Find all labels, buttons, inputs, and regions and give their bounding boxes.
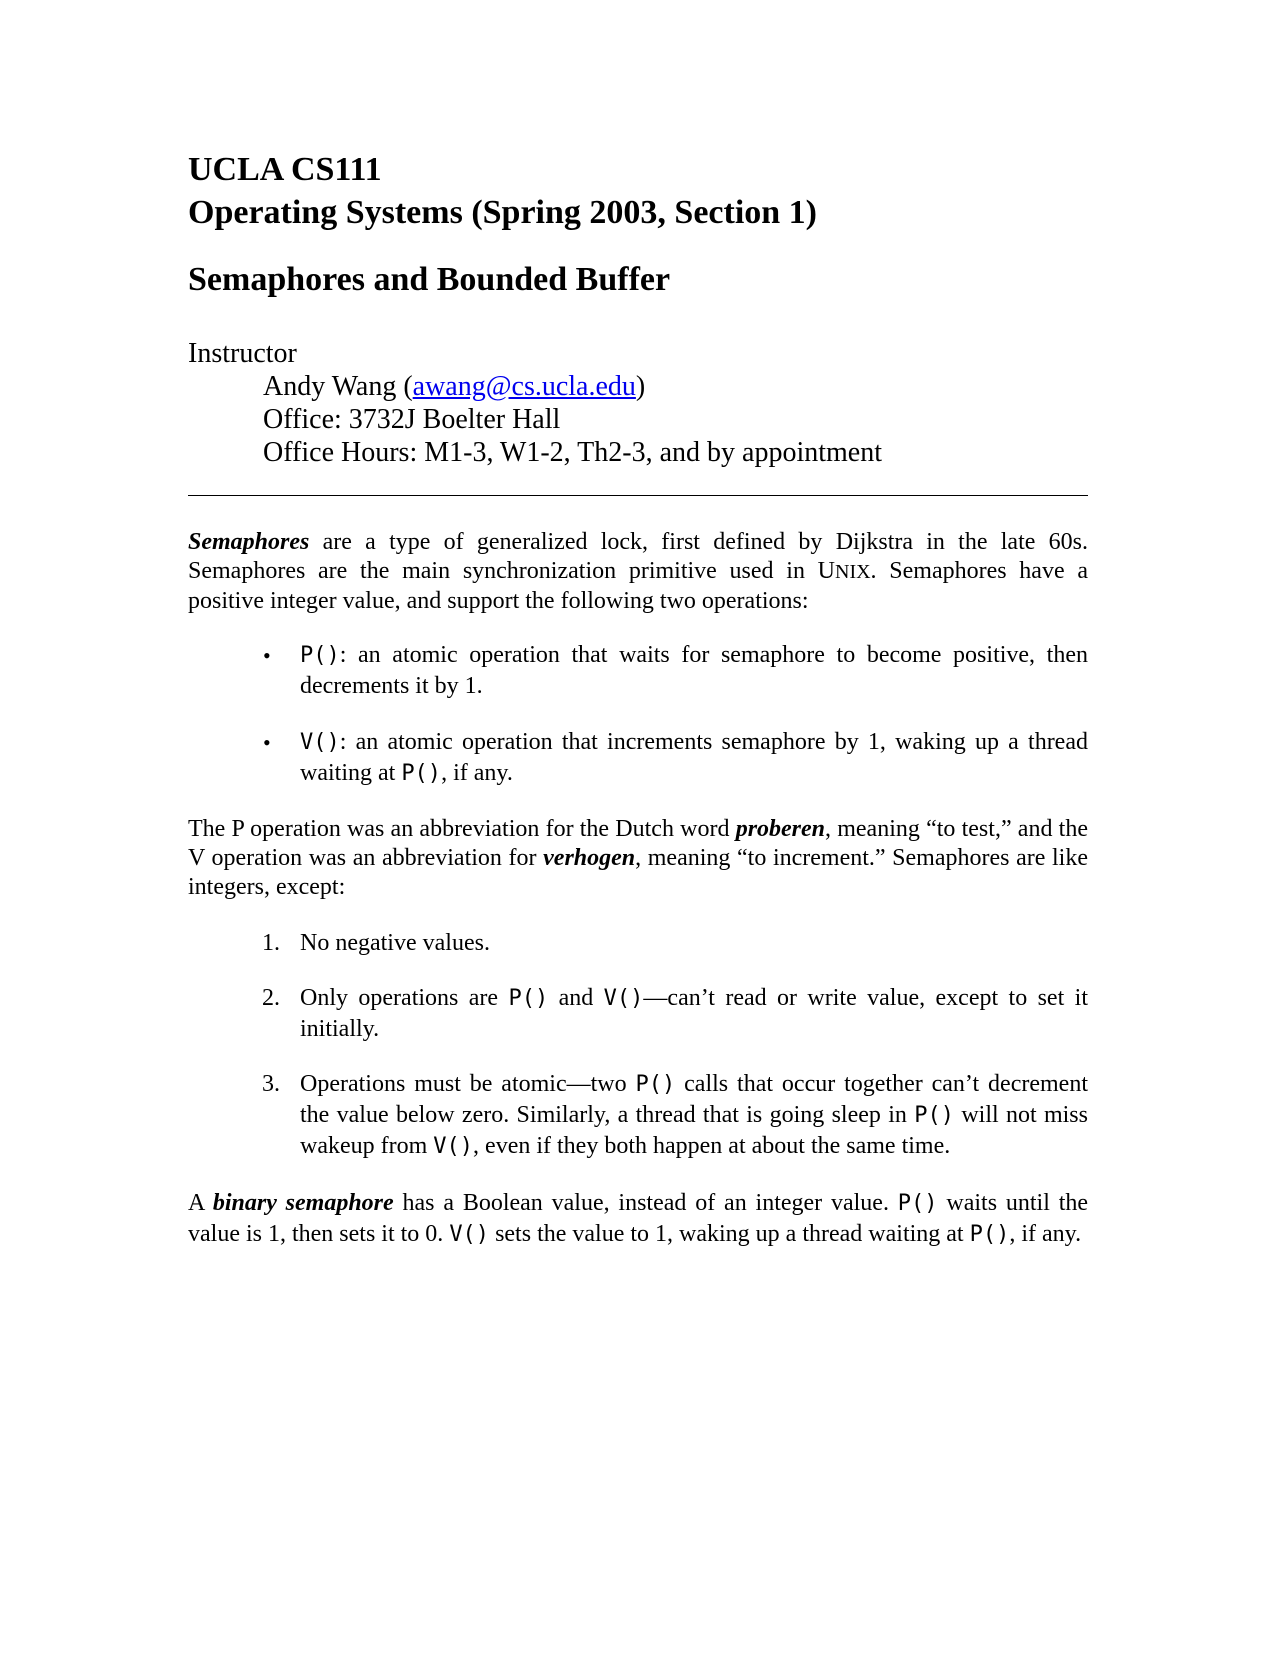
code-p: P(): [914, 1103, 954, 1128]
course-title: Operating Systems (Spring 2003, Section 1): [188, 194, 817, 231]
dutch-word-proberen: proberen: [735, 816, 826, 842]
rule-text: —can’t read or write value, except to set it initially.: [300, 985, 1088, 1042]
binary-text: , if any.: [1009, 1221, 1082, 1247]
separator-rule: [188, 495, 1088, 496]
dutch-paragraph: [188, 815, 1088, 902]
dutch-text-1: The P operation was an abbreviation for the Dutch word: [188, 816, 736, 842]
binary-text: sets the value to 1, waking up a thread waiting at: [489, 1221, 970, 1247]
dutch-text-2: , meaning “to test,” and the V operation was an abbreviation for: [188, 816, 1088, 871]
instructor-email-link[interactable]: awang@cs.ucla.edu: [412, 371, 636, 402]
instructor-label: Instructor: [188, 338, 297, 369]
list-number: 2.: [262, 985, 280, 1011]
instructor-office: Office: 3732J Boelter Hall: [263, 404, 561, 435]
document-page: [188, 148, 1088, 1250]
list-item: [188, 928, 1088, 959]
rule-text: calls that occur together can’t decrement the value below zero. Similarly, a thread that is going sleep in: [300, 1071, 1088, 1128]
intro-paragraph: [188, 528, 1088, 616]
rule-text: will not miss wakeup from: [300, 1102, 1088, 1159]
binary-text: A: [188, 1190, 213, 1216]
topic-title: Semaphores and Bounded Buffer: [188, 261, 671, 298]
instructor-hours: Office Hours: M1-3, W1-2, Th2-3, and by appointment: [263, 437, 883, 468]
code-v: V(): [603, 986, 644, 1011]
code-p: P(): [635, 1072, 676, 1097]
code-p: P(): [969, 1222, 1010, 1247]
rule-text: Operations must be atomic—two: [300, 1071, 636, 1097]
list-item: [188, 1069, 1088, 1162]
intro-term: Semaphores: [188, 529, 310, 555]
rule-text: No negative values.: [300, 930, 490, 956]
rules-list: [188, 928, 1088, 1162]
bullet-icon: •: [263, 643, 271, 668]
intro-text-1: are a type of generalized lock, first defined by Dijkstra in the late 60s. Semaphores are the main synchronization primitive used in U: [188, 529, 1088, 584]
rule-text: Only operations are: [300, 985, 509, 1011]
operation-p-text: : an atomic operation that waits for semaphore to become positive, then decrements it by 1.: [300, 642, 1088, 699]
course-heading: [188, 148, 1088, 234]
dutch-text-3: , meaning “to increment.” Semaphores are like integers, except:: [188, 845, 1088, 900]
list-number: 3.: [262, 1071, 280, 1097]
dutch-word-verhogen: verhogen: [543, 845, 636, 871]
rule-text: and: [548, 985, 604, 1011]
operation-v-text-end: , if any.: [441, 760, 513, 786]
code-v: V(): [433, 1134, 474, 1159]
binary-paragraph: [188, 1188, 1088, 1250]
code-p: P(): [300, 643, 340, 668]
list-item: [188, 983, 1088, 1045]
operations-list: [188, 640, 1088, 789]
rule-text: , even if they both happen at about the same time.: [473, 1133, 951, 1159]
operation-v-text: : an atomic operation that increments semaphore by 1, waking up a thread waiting at: [300, 729, 1088, 786]
binary-text: has a Boolean value, instead of an integer value.: [393, 1190, 898, 1216]
list-item: [188, 640, 1088, 702]
code-p: P(): [401, 761, 442, 786]
binary-term: binary semaphore: [212, 1190, 394, 1216]
list-item: [188, 727, 1088, 789]
intro-text-2: . Semaphores have a positive integer value, and support the following two operations:: [188, 558, 1088, 614]
instructor-name-line: [188, 370, 1088, 403]
course-code: UCLA CS111: [188, 151, 382, 188]
intro-unix: NIX: [835, 561, 871, 583]
binary-text: waits until the value is 1, then sets it to 0.: [188, 1190, 1089, 1247]
code-v: V(): [300, 730, 340, 755]
instructor-name-close: ): [635, 371, 646, 402]
bullet-icon: •: [263, 730, 271, 755]
list-number: 1.: [262, 930, 280, 956]
code-p: P(): [508, 986, 549, 1011]
code-p: P(): [897, 1191, 938, 1216]
instructor-block: [188, 337, 1088, 469]
code-v: V(): [449, 1222, 490, 1247]
instructor-name: Andy Wang (: [263, 371, 413, 402]
